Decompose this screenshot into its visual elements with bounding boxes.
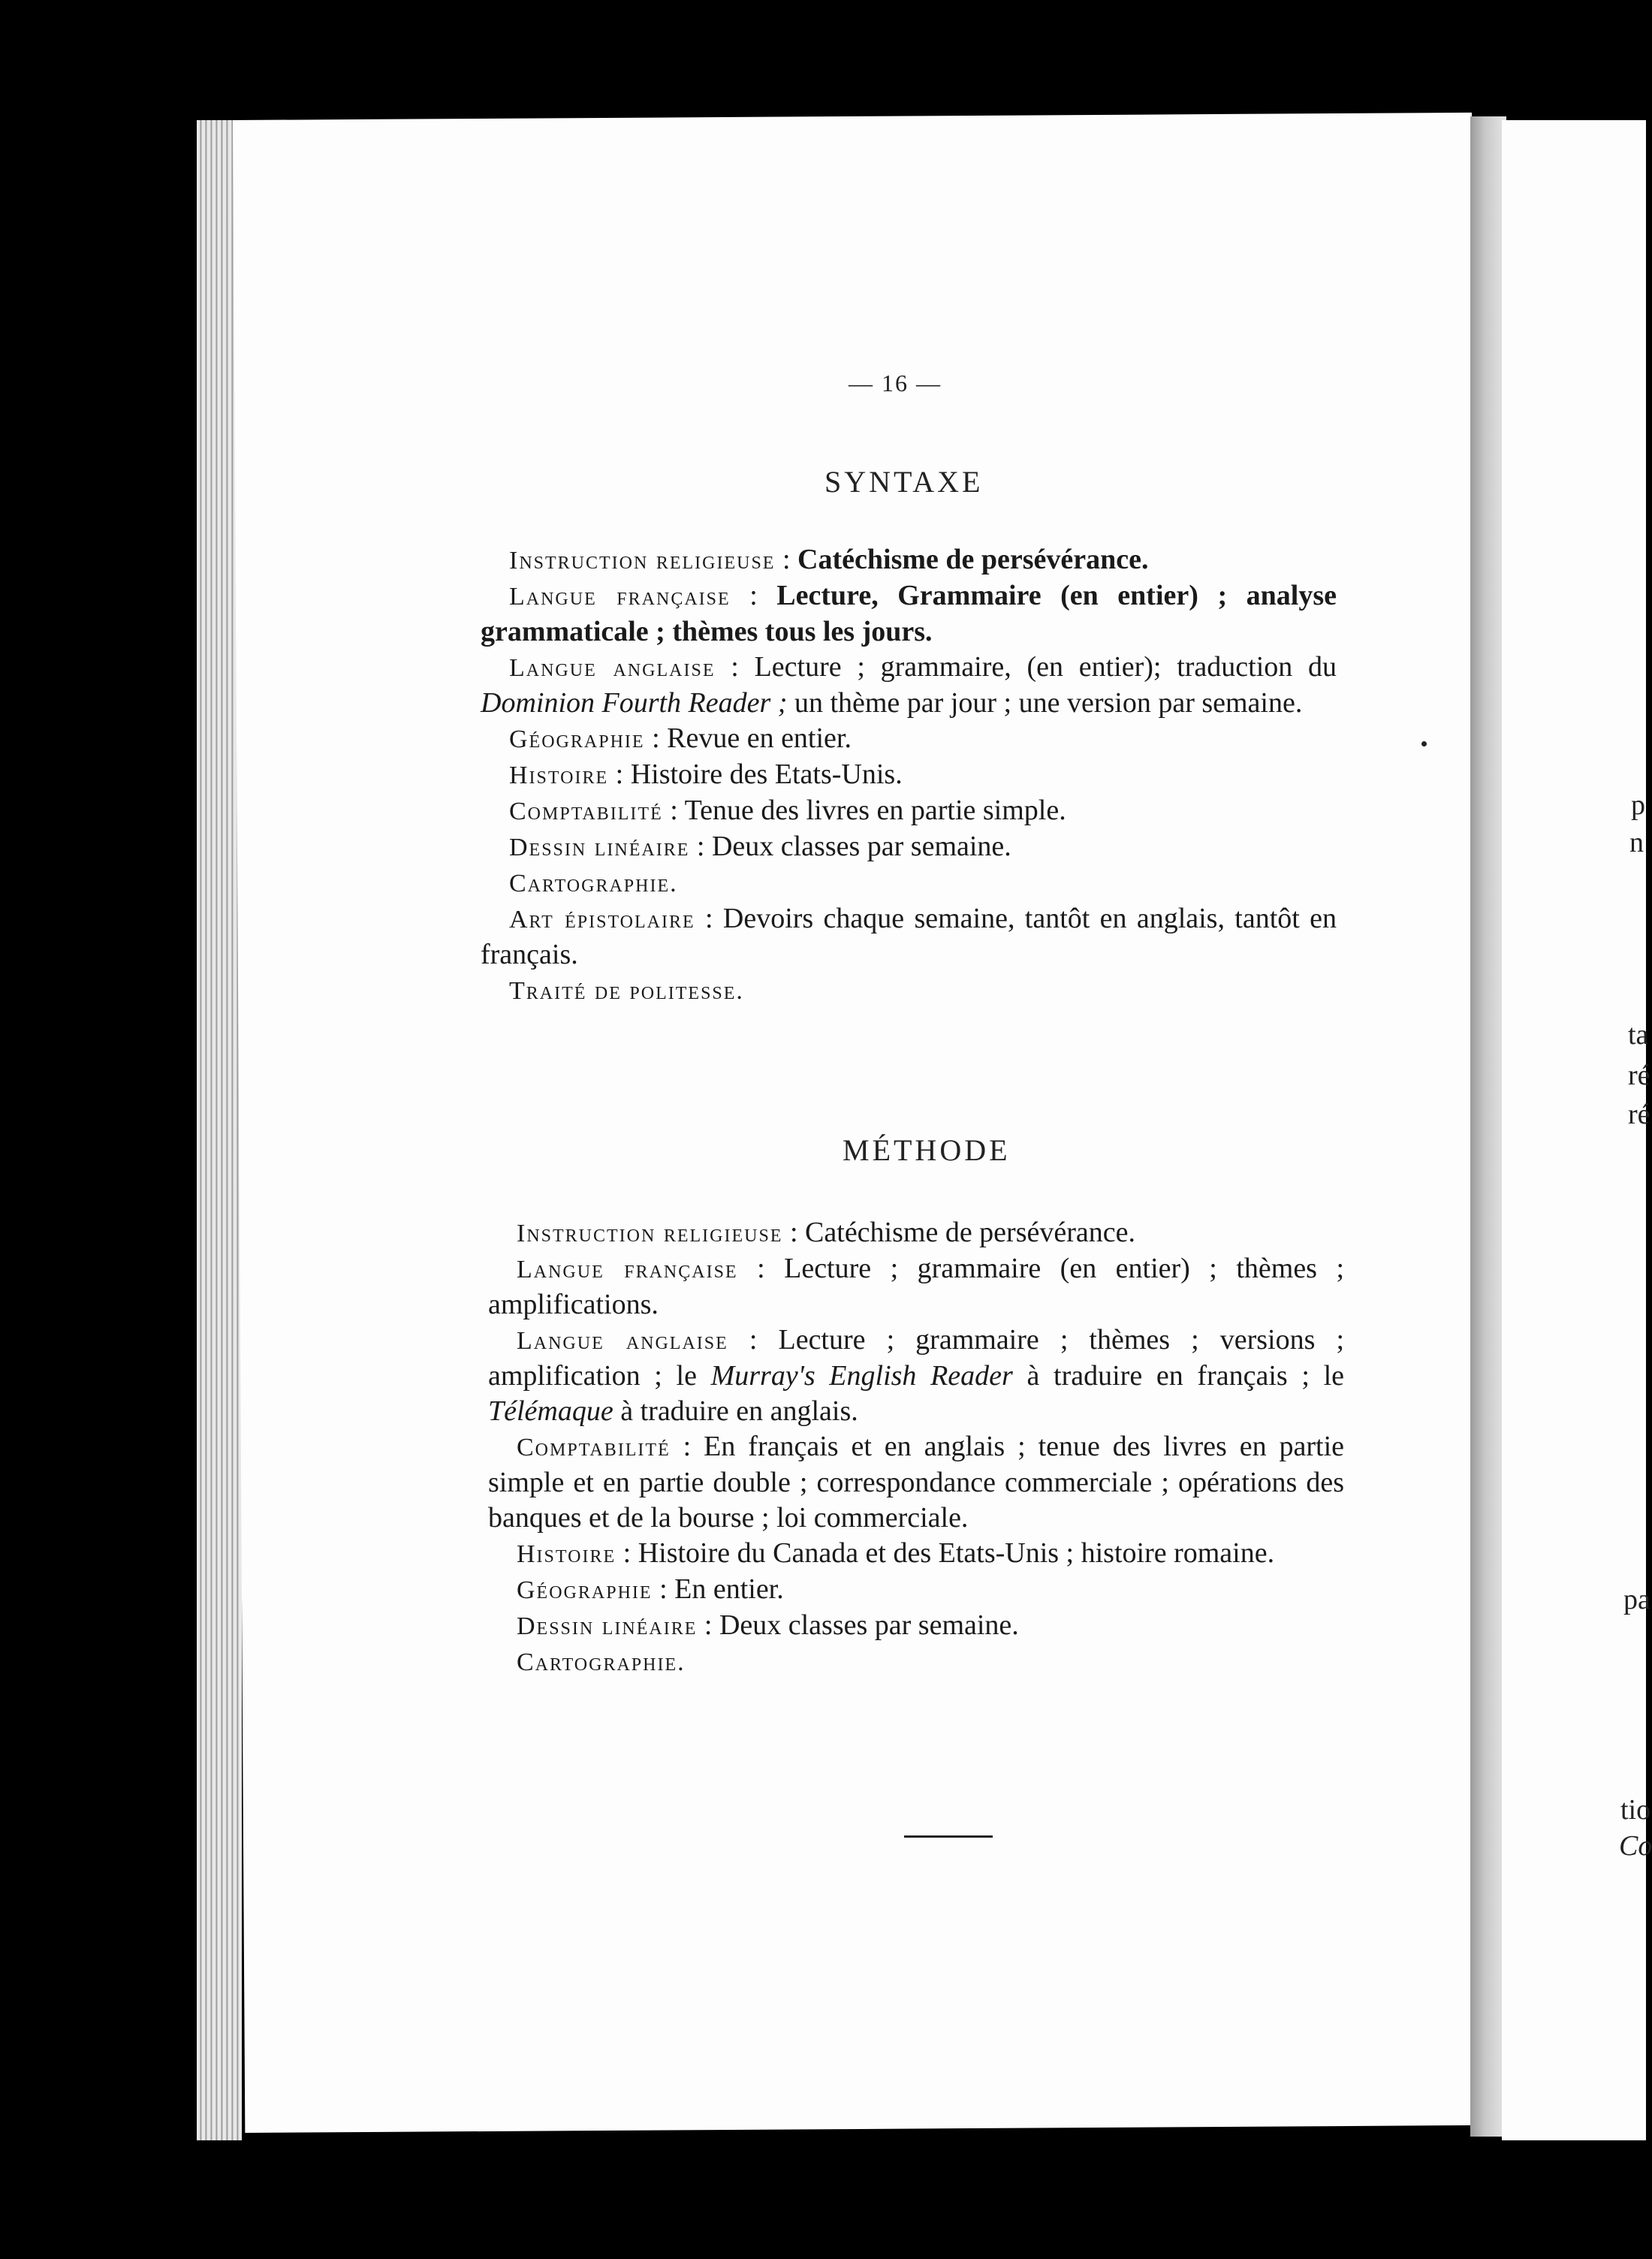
book-title: Dominion Fourth Reader ;	[481, 687, 788, 719]
subject-text: un thème par jour ; une version par semaine.	[787, 687, 1303, 719]
subject-label: Histoire	[517, 1540, 616, 1568]
subject-label: Géographie	[517, 1576, 653, 1604]
syntaxe-section	[481, 542, 1337, 1009]
page-number: — 16 —	[849, 369, 942, 397]
methode-item: Instruction religieuse : Catéchisme de persévérance.	[517, 1217, 1135, 1248]
subject-label: Cartographie.	[517, 1648, 686, 1676]
right-page-fragment: p	[1631, 789, 1645, 821]
syntaxe-item: Art épistolaire : Devoirs chaque semaine, tantôt en anglais, tantôt en français.	[481, 903, 1337, 970]
subject-text: Deux classes par semaine.	[711, 831, 1011, 862]
syntaxe-item	[481, 865, 1337, 901]
subject-label: Instruction religieuse	[517, 1220, 783, 1247]
subject-text: Lecture ; grammaire (en entier) ; thèmes ; amplifications.	[488, 1253, 1345, 1320]
syntaxe-item: Langue française : Lecture, Grammaire (en entier) ; analyse grammaticale ; thèmes tous les jours.	[481, 580, 1337, 647]
right-page-fragment: Co	[1619, 1830, 1652, 1862]
syntaxe-item: Langue anglaise : Lecture ; grammaire, (en entier); traduction du Dominion Fourth Reader ; un thème par jour ; une version par semaine.	[481, 651, 1337, 719]
methode-item: Histoire : Histoire du Canada et des Etats-Unis ; histoire romaine.	[517, 1537, 1275, 1569]
subject-label: Comptabilité	[517, 1434, 671, 1461]
subject-label: Comptabilité	[509, 798, 663, 825]
methode-section	[488, 1215, 1344, 1680]
section-heading-syntaxe: SYNTAXE	[824, 465, 984, 499]
book-title: Télémaque	[488, 1395, 613, 1427]
subject-label: Histoire	[509, 762, 609, 789]
subject-text: Catéchisme de persévérance.	[805, 1217, 1135, 1248]
syntaxe-item: Dessin linéaire : Deux classes par semaine.	[509, 831, 1011, 862]
syntaxe-item: Comptabilité : Tenue des livres en partie simple.	[509, 795, 1066, 826]
subject-label: Dessin linéaire	[509, 834, 690, 861]
right-page-fragment: tio	[1620, 1794, 1651, 1826]
subject-text: à traduire en français ; le	[1012, 1360, 1344, 1392]
speck-mark	[1421, 741, 1427, 746]
subject-text: En entier.	[674, 1573, 784, 1605]
subject-label: Langue anglaise	[517, 1327, 728, 1355]
methode-item: Dessin linéaire : Deux classes par semaine.	[517, 1609, 1019, 1641]
subject-label: Langue française	[509, 583, 731, 611]
syntaxe-item: Géographie : Revue en entier.	[509, 722, 852, 754]
methode-item	[488, 1644, 1344, 1680]
syntaxe-item: Instruction religieuse : Catéchisme de persévérance.	[509, 544, 1149, 575]
methode-item: Langue française : Lecture ; grammaire (en entier) ; thèmes ; amplifications.	[488, 1253, 1345, 1320]
syntaxe-item	[481, 973, 1337, 1009]
subject-text: En français et en anglais ; tenue des livres en partie simple et en partie double ; correspondance commerciale ; opérations des banques et de la bourse ; loi commerciale.	[488, 1431, 1345, 1534]
right-page-fragment: pa	[1623, 1584, 1650, 1615]
subject-label: Langue anglaise	[509, 654, 716, 682]
subject-text: Devoirs chaque semaine, tantôt en anglais, tantôt en français.	[481, 903, 1337, 970]
right-page-fragment: n	[1629, 827, 1644, 858]
methode-item: Langue anglaise : Lecture ; grammaire ; thèmes ; versions ; amplification ; le Murray's English Reader à traduire en français ; le Télémaque à traduire en anglais.	[488, 1324, 1345, 1427]
book-gutter	[1470, 116, 1506, 2137]
subject-label: Dessin linéaire	[517, 1612, 698, 1640]
subject-text: Revue en entier.	[667, 722, 852, 754]
subject-label: Cartographie.	[509, 870, 678, 897]
book-page-left	[233, 113, 1484, 2133]
right-page-fragment: ré	[1628, 1060, 1650, 1091]
subject-text: Catéchisme de persévérance.	[797, 544, 1149, 575]
methode-item: Géographie : En entier.	[517, 1573, 784, 1605]
subject-label: Instruction religieuse	[509, 547, 776, 575]
subject-label: Traité de politesse.	[509, 977, 744, 1005]
right-page-fragment: ta	[1628, 1019, 1649, 1051]
subject-text: Lecture ; grammaire ; thèmes ; versions ; amplification ; le	[488, 1324, 1345, 1392]
subject-text: Deux classes par semaine.	[719, 1609, 1019, 1641]
subject-text: Histoire du Canada et des Etats-Unis ; histoire romaine.	[638, 1537, 1275, 1569]
subject-text: à traduire en anglais.	[613, 1395, 858, 1427]
subject-label: Géographie	[509, 725, 645, 753]
section-end-rule	[904, 1835, 993, 1838]
syntaxe-item: Histoire : Histoire des Etats-Unis.	[509, 759, 903, 790]
subject-text: Lecture ; grammaire, (en entier); traduction du	[754, 651, 1337, 683]
subject-label: Art épistolaire	[509, 906, 695, 933]
subject-text: Lecture, Grammaire (en entier) ; analyse grammaticale ; thèmes tous les jours.	[481, 580, 1337, 647]
subject-text: Tenue des livres en partie simple.	[684, 795, 1066, 826]
book-title: Murray's English Reader	[710, 1360, 1013, 1392]
subject-label: Langue française	[517, 1256, 738, 1283]
subject-text: Histoire des Etats-Unis.	[630, 759, 903, 790]
methode-item: Comptabilité : En français et en anglais ; tenue des livres en partie simple et en partie double ; correspondance commerciale ; opérations des banques et de la bourse ; loi commerciale.	[488, 1431, 1345, 1534]
right-page-fragment: ré	[1628, 1099, 1650, 1130]
section-heading-methode: MÉTHODE	[843, 1133, 1011, 1167]
